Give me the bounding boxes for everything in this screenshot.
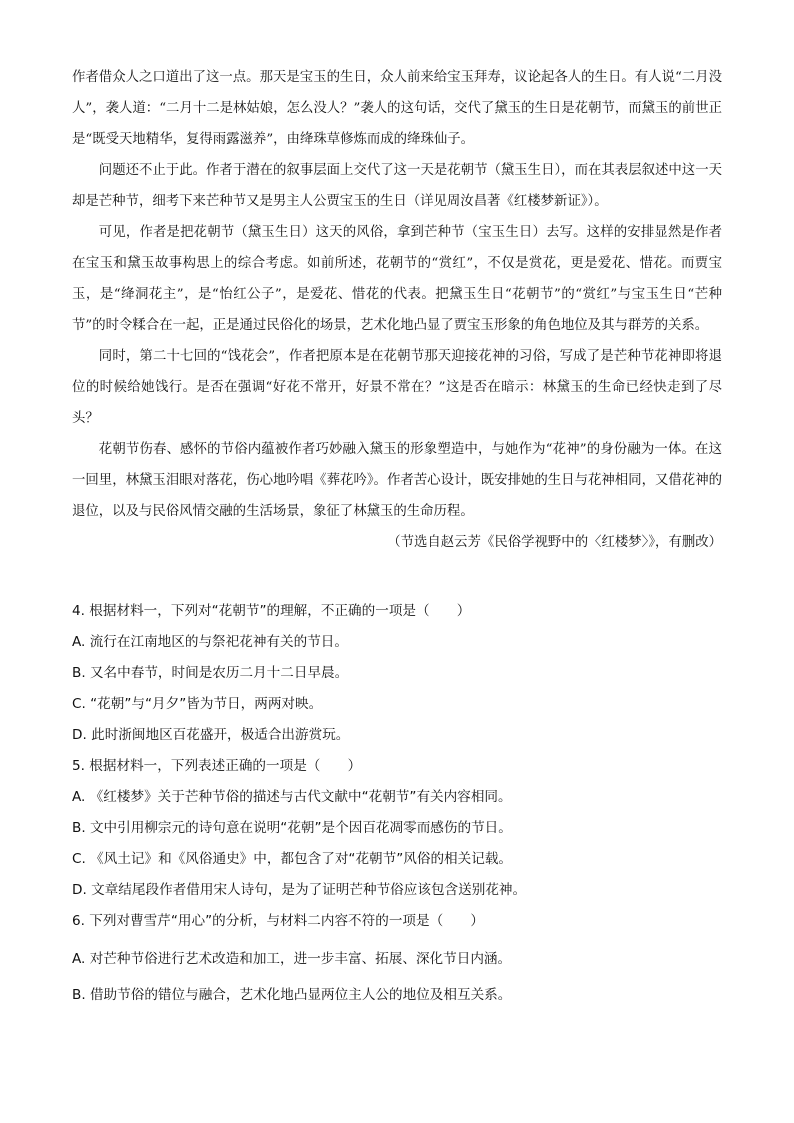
question-4-option-b: B. 又名中春节，时间是农历二月十二日早晨。: [72, 665, 349, 681]
passage-paragraph: 问题还不止于此。作者于潜在的叙事层面上交代了这一天是花朝节（黛玉生日），而在其表层叙述中这一天却是芒种节，细考下来芒种节又是男主人公贾宝玉的生日（详见周汝昌著《红楼梦新证》）。: [72, 163, 722, 209]
passage-source: （节选自赵云芳《民俗学视野中的〈红楼梦〉》，有删改）: [387, 535, 722, 550]
question-4-option-c: C. “花朝”与“月夕”皆为节日，两两对映。: [72, 696, 323, 712]
reading-passage: [72, 62, 722, 558]
passage-paragraph: 可见，作者是把花朝节（黛玉生日）这天的风俗，拿到芒种节（宝玉生日）去写。这样的安排显然是作者在宝玉和黛玉故事构思上的综合考虑。如前所述，花朝节的“赏红”，不仅是赏花，更是爱花、惜花。而贾宝玉，是“绛洞花主”，是“怡红公子”，是爱花、惜花的代表。把黛玉生日“花朝节”的“赏红”与宝玉生日“芒种节”的时令糅合在一起，正是通过民俗化的场景，艺术化地凸显了贾宝玉形象的角色地位及其与群芳的关系。: [72, 225, 722, 333]
passage-paragraph: 同时，第二十七回的“饯花会”，作者把原本是在花朝节那天迎接花神的习俗，写成了是芒种节花神即将退位的时候给她饯行。是否在强调“好花不常开，好景不常在？”这是否在暗示：林黛玉的生命已经快走到了尽头？: [72, 349, 722, 426]
question-6-option-a: A. 对芒种节俗进行艺术改造和加工，进一步丰富、拓展、深化节日内涵。: [72, 951, 512, 967]
question-5-option-a: A. 《红楼梦》关于芒种节俗的描述与古代文献中“花朝节”有关内容相同。: [72, 789, 512, 805]
question-5-option-c: C. 《风土记》和《风俗通史》中，都包含了对“花朝节”风俗的相关记载。: [72, 851, 513, 867]
passage-paragraph: 花朝节伤春、感怀的节俗内蕴被作者巧妙融入黛玉的形象塑造中，与她作为“花神”的身份融为一体。在这一回里，林黛玉泪眼对落花，伤心地吟唱《葬花吟》。作者苦心设计，既安排她的生日与花神相同，又借花神的退位，以及与民俗风情交融的生活场景，象征了林黛玉的生命历程。: [72, 442, 722, 519]
question-4-option-a: A. 流行在江南地区的与祭祀花神有关的节日。: [72, 634, 348, 650]
passage-paragraph: 作者借众人之口道出了这一点。那天是宝玉的生日，众人前来给宝玉拜寿，议论起各人的生日。有人说“二月没人”，袭人道：“二月十二是林姑娘，怎么没人？”袭人的这句话，交代了黛玉的生日是花朝节，而黛玉的前世正是“既受天地精华，复得雨露滋养”，由绛珠草修炼而成的绛珠仙子。: [72, 70, 722, 147]
question-5-option-b: B. 文中引用柳宗元的诗句意在说明“花朝”是个因百花凋零而感伤的节日。: [72, 820, 512, 836]
question-5-option-d: D. 文章结尾段作者借用宋人诗句，是为了证明芒种节俗应该包含送别花神。: [72, 882, 527, 898]
question-6-stem: 6. 下列对曹雪芹“用心”的分析，与材料二内容不符的一项是（ ）: [72, 913, 484, 929]
question-list: [72, 596, 722, 1013]
question-4-option-d: D. 此时浙闽地区百花盛开，极适合出游赏玩。: [72, 727, 350, 743]
question-6-option-b: B. 借助节俗的错位与融合，艺术化地凸显两位主人公的地位及相互关系。: [72, 987, 512, 1003]
question-5-stem: 5. 根据材料一，下列表述正确的一项是（ ）: [72, 758, 362, 774]
question-4-stem: 4. 根据材料一，下列对“花朝节”的理解，不正确的一项是（ ）: [72, 603, 471, 619]
